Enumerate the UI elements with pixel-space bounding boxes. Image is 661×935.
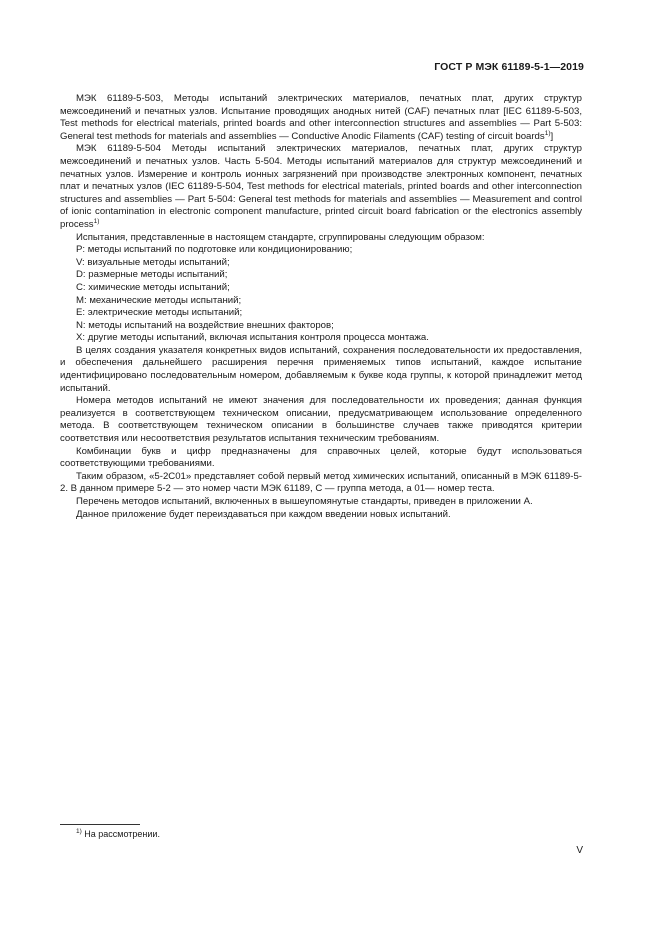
footnote-text: На рассмотрении. bbox=[81, 829, 160, 839]
group-item-c: C: химические методы испытаний; bbox=[76, 281, 230, 293]
footnote-ref: 1) bbox=[544, 129, 551, 137]
paragraph-groups-intro: Испытания, представленные в настоящем стандарте, сгруппированы следующим образом: bbox=[76, 231, 485, 243]
group-item-e: E: электрические методы испытаний; bbox=[76, 307, 243, 319]
body-text bbox=[60, 93, 582, 521]
footnote bbox=[76, 829, 160, 839]
paragraph-reissue: Данное приложение будет переиздаваться при каждом введении новых испытаний. bbox=[76, 508, 451, 520]
footnote-ref: 1) bbox=[93, 217, 100, 225]
footnote-marker: 1) bbox=[76, 828, 82, 835]
paragraph-index: В целях создания указателя конкретных видов испытаний, сохранения последовательности их предоставления, и обеспечения дальнейшего расширения перечня применяемых типов испытаний, каждое испытание идентифицировано последовательным номером, добавляемым к букве кода группы, к которой принадлежит метод испытаний. bbox=[60, 344, 582, 394]
group-item-n: N: методы испытаний на воздействие внешних факторов; bbox=[76, 319, 334, 331]
group-item-d: D: размерные методы испытаний; bbox=[76, 269, 228, 281]
group-item-v: V: визуальные методы испытаний; bbox=[76, 256, 230, 268]
paragraph-numbering: Номера методов испытаний не имеют значения для последовательности их проведения; данная функция реализуется в соответствующем техническом описании, предусматривающем использование определенного метода. В соответствующем техническом описании в большинстве случаев также приводятся критерии соответствия или несоответствия результатов испытания техническим требованиям. bbox=[60, 395, 582, 445]
paragraph-combinations: Комбинации букв и цифр предназначены для справочных целей, которые будут использоваться соответствующими требованиями. bbox=[60, 445, 582, 470]
group-item-p: P: методы испытаний по подготовке или кондиционированию; bbox=[76, 244, 353, 256]
paragraph-annex-ref: Перечень методов испытаний, включенных в вышеупомянутые стандарты, приведен в приложении А. bbox=[76, 496, 533, 507]
group-item-x: X: другие методы испытаний, включая испытания контроля процесса монтажа. bbox=[76, 332, 429, 344]
group-item-m: M: механические методы испытаний; bbox=[76, 294, 242, 306]
footnote-divider bbox=[60, 824, 140, 825]
page-number: V bbox=[576, 845, 583, 856]
page-header: ГОСТ Р МЭК 61189-5-1—2019 bbox=[434, 61, 584, 73]
paragraph-iec-503: МЭК 61189-5-503, Методы испытаний электрических материалов, печатных плат, других структур межсоединений и печатных узлов. Испытание проводящих анодных нитей (CAF) печатных плат [IEC 61189-5-503, Test methods for electrical materials, printed boards and other interconnection structures and assemblies — Part 5-503: General test methods for materials and assemblies — Conductive Anodic Filaments (CAF) testing of circuit boards$^{1)}$] bbox=[60, 93, 582, 142]
paragraph-example: Таким образом, «5-2C01» представляет собой первый метод химических испытаний, описанный в МЭК 61189-5-2. В данном примере 5-2 — это номер части МЭК 61189, C — группа метода, а 01— номер теста. bbox=[60, 470, 582, 495]
paragraph-iec-504: МЭК 61189-5-504 Методы испытаний электрических материалов, печатных плат, других структур межсоединений и печатных узлов. Часть 5-504. Методы испытаний материалов для структур межсоединений и печатных узлов. Измерение и контроль ионных загрязнений при производстве электронных компонент, печатных плат и печатных узлов (IEC 61189-5-504, Test methods for electrical materials, printed boards and other interconnection structures and assemblies — Part 5-504: General test methods for materials and assemblies — Measurement and control of ionic contamination in electronic component manufacture, printed circuit board fabrication or the electronics assembly process$^{1)}$ bbox=[60, 143, 582, 230]
